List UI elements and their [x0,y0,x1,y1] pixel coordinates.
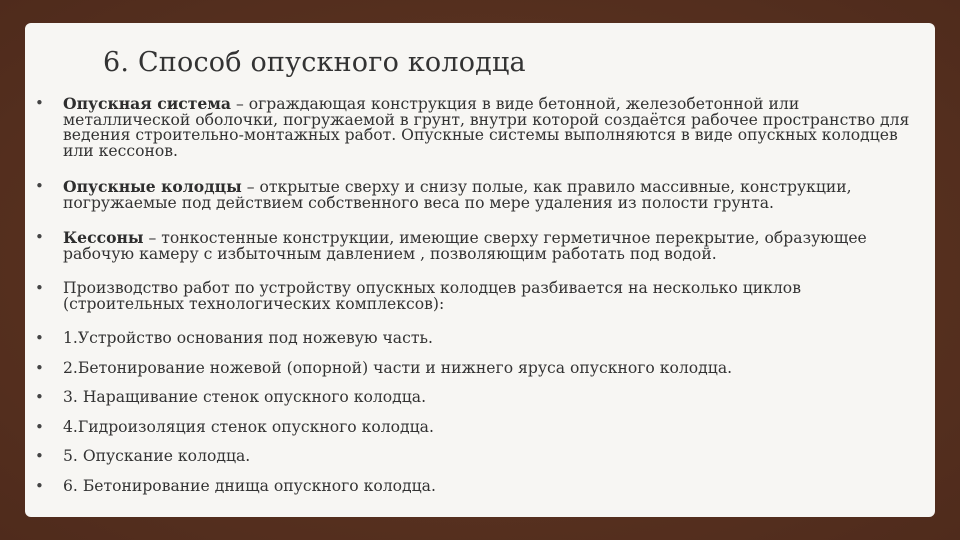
bullet-icon: • [35,358,44,377]
bullet-icon: • [35,228,44,246]
slide-title: 6. Способ опускного колодца [103,47,526,78]
list-item [35,96,915,159]
bullet-text: 2.Бетонирование ножевой (опорной) части и нижнего яруса опускного колодца. [63,358,733,377]
bullet-text: 5. Опускание колодца. [63,447,251,465]
list-item [35,230,915,262]
list-item [35,281,915,312]
bullet-text: 6. Бетонирование днища опускного колодца. [63,476,436,495]
bullet-icon: • [35,94,44,112]
bullet-icon: • [35,329,44,347]
list-item [35,331,915,347]
bullet-icon: • [35,279,44,297]
list-item [35,179,915,211]
bullet-term: Кессоны [63,228,144,247]
list-item [35,449,915,465]
bullet-icon: • [35,388,44,406]
bullet-icon: • [35,177,44,195]
bullet-term: Опускные колодцы [63,177,242,196]
bullet-text: 4.Гидроизоляция стенок опускного колодца. [63,417,434,436]
list-item [35,417,915,436]
list-item [35,390,915,406]
bullet-text: Производство работ по устройству опускных колодцев разбивается на несколько циклов (строительных технологических комплексов): [63,279,801,313]
bullet-text: – ограждающая конструкция в виде бетонной, железобетонной или металлической оболочки, погружаемой в грунт, внутри которой создаётся рабочее пространство для ведения строительно-монтажных работ. Опускные системы выполняются в виде опускных колодцев или кессонов. [63,95,910,160]
bullet-text: – тонкостенные конструкции, имеющие сверху герметичное перекрытие, образующее рабочую камеру с избыточным давлением , позволяющим работать под водой. [63,229,867,263]
bullet-term: Опускная система [63,94,231,113]
bullet-list [35,96,915,494]
list-item [35,358,915,377]
slide-panel [25,23,935,517]
bullet-icon: • [35,417,44,436]
bullet-icon: • [35,476,44,495]
bullet-text: 1.Устройство основания под ножевую часть. [63,329,433,347]
bullet-text: – открытые сверху и снизу полые, как правило массивные, конструкции, погружаемые под действием собственного веса по мере удаления из полости грунта. [63,178,852,212]
bullet-text: 3. Наращивание стенок опускного колодца. [63,388,427,406]
list-item [35,476,915,495]
bullet-icon: • [35,447,44,465]
